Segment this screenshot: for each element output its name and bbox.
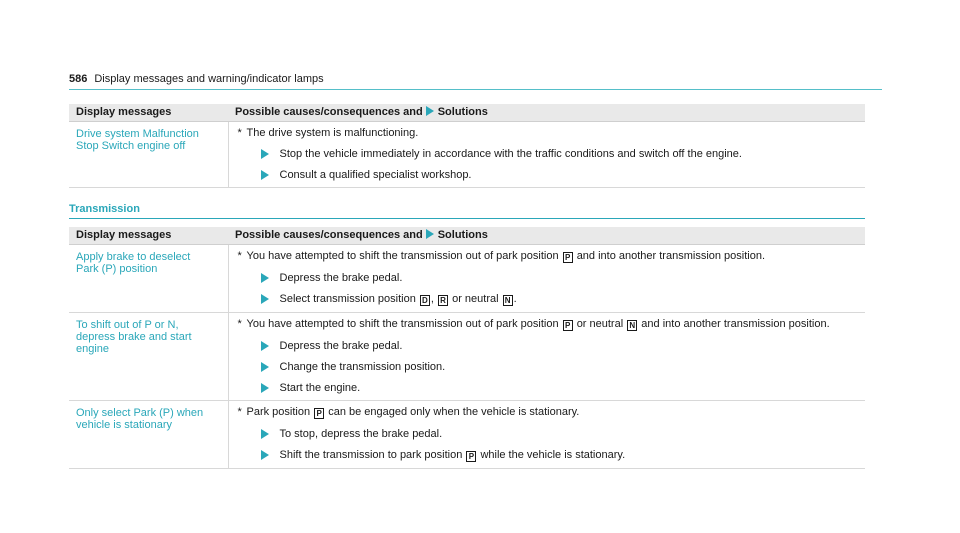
arrow-icon	[261, 341, 269, 351]
page-header	[69, 73, 324, 85]
table-row	[69, 245, 865, 313]
display-message: To shift out of P or N, depress brake and start engine	[69, 313, 228, 401]
solution-item: Shift the transmission to park position P while the vehicle is stationary.	[238, 449, 858, 462]
arrow-icon	[261, 450, 269, 460]
arrow-icon	[261, 273, 269, 283]
cause: * You have attempted to shift the transmission out of park position P or neutral N and into another transmission position.	[237, 318, 830, 330]
display-message: Drive system Malfunction Stop Switch engine off	[69, 122, 228, 188]
gear-n-icon: N	[503, 295, 513, 306]
solution-item: Change the transmission position.	[238, 361, 858, 373]
solution-item: Depress the brake pedal.	[238, 272, 858, 284]
solution-item: Select transmission position D , R or neutral N .	[238, 293, 858, 306]
arrow-icon	[261, 383, 269, 393]
page-header-title: Display messages and warning/indicator lamps	[94, 73, 324, 85]
col-header-display-messages: Display messages	[69, 104, 228, 122]
col-header-causes-solutions: Possible causes/consequences and Solutions	[228, 227, 865, 245]
table-header-row	[69, 227, 865, 245]
section-title: Transmission	[69, 203, 140, 215]
col-header-display-messages: Display messages	[69, 227, 228, 245]
table-row	[69, 401, 865, 469]
causes-solutions-cell	[228, 122, 865, 188]
arrow-icon	[426, 229, 434, 239]
gear-p-icon: P	[314, 408, 324, 419]
page-number: 586	[69, 73, 88, 85]
causes-solutions-cell	[228, 313, 865, 401]
arrow-icon	[261, 294, 269, 304]
cause: * The drive system is malfunctioning.	[237, 127, 419, 139]
solution-item: Depress the brake pedal.	[238, 340, 858, 352]
gear-p-icon: P	[466, 451, 476, 462]
arrow-icon	[261, 362, 269, 372]
arrow-icon	[261, 149, 269, 159]
messages-table-1	[69, 104, 865, 188]
table-row	[69, 122, 865, 188]
arrow-icon	[426, 106, 434, 116]
causes-solutions-cell	[228, 245, 865, 313]
gear-p-icon: P	[563, 252, 573, 263]
solution-item: Consult a qualified specialist workshop.	[238, 169, 858, 181]
col-header-causes-solutions: Possible causes/consequences and Solutions	[228, 104, 865, 122]
display-message: Apply brake to deselect Park (P) position	[69, 245, 228, 313]
solution-item: Stop the vehicle immediately in accordance with the traffic conditions and switch off the engine.	[238, 148, 858, 160]
gear-n-icon: N	[627, 320, 637, 331]
gear-r-icon: R	[438, 295, 448, 306]
gear-d-icon: D	[420, 295, 430, 306]
table-row	[69, 313, 865, 401]
causes-solutions-cell	[228, 401, 865, 469]
cause: * You have attempted to shift the transmission out of park position P and into another transmission position.	[237, 250, 766, 262]
solution-item: Start the engine.	[238, 382, 858, 394]
solution-item: To stop, depress the brake pedal.	[238, 428, 858, 440]
arrow-icon	[261, 429, 269, 439]
table-header-row	[69, 104, 865, 122]
section-rule	[69, 218, 865, 219]
header-rule	[69, 89, 882, 90]
gear-p-icon: P	[563, 320, 573, 331]
display-message: Only select Park (P) when vehicle is stationary	[69, 401, 228, 469]
messages-table-2	[69, 227, 865, 469]
arrow-icon	[261, 170, 269, 180]
cause: * Park position P can be engaged only when the vehicle is stationary.	[237, 406, 580, 418]
